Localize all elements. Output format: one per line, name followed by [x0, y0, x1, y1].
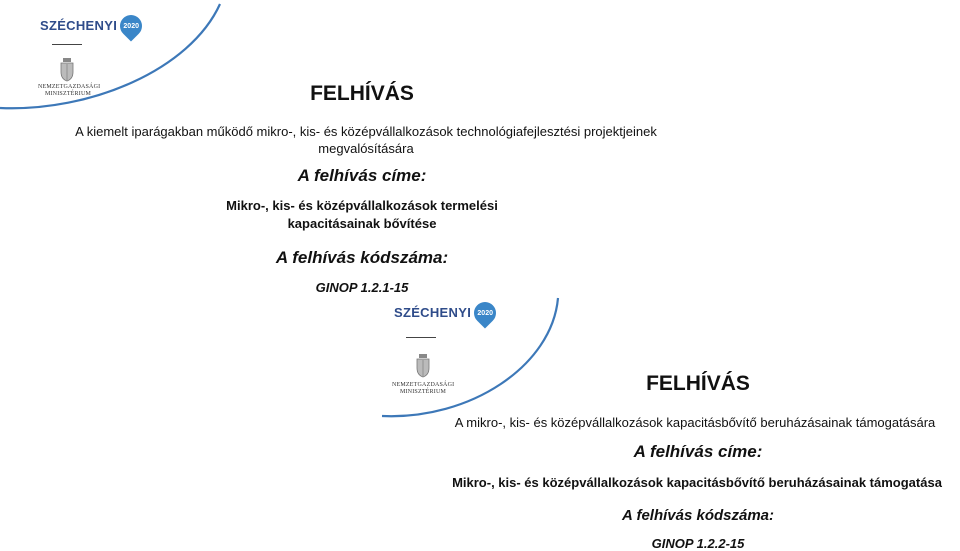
- call-subtitle: A kiemelt iparágakban működő mikro-, kis- és középvállalkozások technológiafejlesztési projektjeinek megvalósítására: [75, 124, 657, 156]
- ministry-name: NEMZETGAZDASÁGI MINISZTÉRIUM: [392, 382, 455, 395]
- document-cover-2: [380, 296, 960, 551]
- szechenyi-logo: [40, 14, 142, 36]
- logo-text: SZÉCHENYI: [394, 304, 472, 320]
- logo-divider: [406, 337, 436, 338]
- call-code: GINOP 1.2.2-15: [651, 536, 745, 551]
- call-code-label: A felhívás kódszáma:: [622, 507, 774, 524]
- coat-of-arms-icon: [59, 58, 75, 82]
- call-heading: FELHÍVÁS: [646, 372, 750, 395]
- location-pin-icon: 2020: [470, 297, 501, 328]
- call-title: Mikro-, kis- és középvállalkozások termelési kapacitásainak bővítése: [226, 198, 498, 231]
- logo-text: SZÉCHENYI: [40, 17, 118, 33]
- call-subtitle: A mikro-, kis- és középvállalkozások kapacitásbővítő beruházásainak támogatására: [454, 415, 936, 430]
- call-heading: FELHÍVÁS: [310, 82, 414, 105]
- location-pin-icon: 2020: [116, 10, 147, 41]
- szechenyi-logo: [394, 301, 496, 323]
- logo-divider: [52, 44, 82, 45]
- call-code-label: A felhívás kódszáma:: [275, 248, 449, 267]
- coat-of-arms-icon: [415, 354, 431, 378]
- call-title-label: A felhívás címe:: [633, 442, 763, 461]
- call-title-label: A felhívás címe:: [297, 166, 427, 185]
- call-code: GINOP 1.2.1-15: [315, 280, 409, 295]
- document-cover-1: [0, 0, 720, 300]
- call-title: Mikro-, kis- és középvállalkozások kapacitásbővítő beruházásainak támogatása: [452, 475, 942, 490]
- ministry-name: NEMZETGAZDASÁGI MINISZTÉRIUM: [38, 84, 101, 97]
